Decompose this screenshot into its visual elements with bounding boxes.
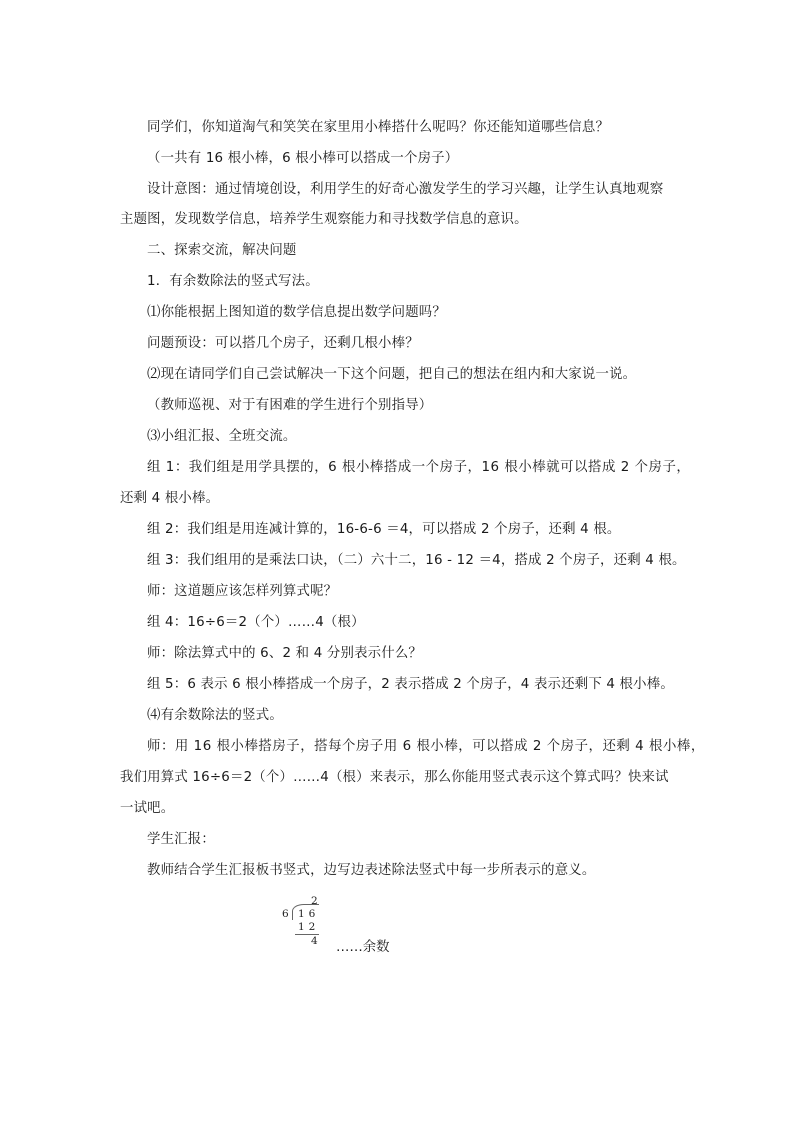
division-quotient: 2 [311, 895, 318, 907]
remainder-label: ……余数 [336, 940, 390, 955]
paragraph-teacher-guidance: （教师巡视、对于有困难的学生进行个别指导） [147, 398, 433, 413]
paragraph-preset-question: 问题预设：可以搭几个房子，还剩几根小棒？ [147, 336, 419, 351]
division-dividend: 16 [298, 908, 320, 920]
paragraph-try-solving: ⑵现在请同学们自己尝试解决一下这个问题，把自己的想法在组内和大家说一说。 [147, 367, 637, 382]
paragraph-prompt-question: ⑴你能根据上图知道的数学信息提出数学问题吗？ [147, 305, 446, 320]
section-heading-explore: 二、探索交流，解决问题 [147, 243, 297, 258]
division-remainder: 4 [311, 935, 318, 947]
paragraph-board-writing: 教师结合学生汇报板书竖式，边写边表述除法竖式中每一步所表示的意义。 [147, 863, 596, 878]
paragraph-teacher-equation-question: 师：这道题应该怎样列算式呢？ [147, 584, 338, 599]
paragraph-design-intent-line-2: 主题图，发现数学信息，培养学生观察能力和寻找数学信息的意识。 [120, 212, 528, 227]
paragraph-info-answer: （一共有 16 根小棒，6 根小棒可以搭成一个房子） [147, 151, 459, 166]
paragraph-teacher-summary-line-1: 师：用 16 根小棒搭房子，搭每个房子用 6 根小棒，可以搭成 2 个房子，还剩 4 根小棒， [147, 739, 705, 754]
division-divisor: 6 [282, 908, 289, 920]
paragraph-teacher-meaning-question: 师：除法算式中的 6、2 和 4 分别表示什么？ [147, 646, 423, 661]
division-product: 12 [298, 921, 320, 933]
paragraph-group-report: ⑶小组汇报、全班交流。 [147, 429, 297, 444]
subheading-vertical-division: 1．有余数除法的竖式写法。 [147, 274, 319, 289]
paragraph-group-4-equation: 组 4：16÷6＝2（个）……4（根） [147, 615, 365, 630]
paragraph-group-1-line-1: 组 1：我们组是用学具摆的，6 根小棒搭成一个房子，16 根小棒就可以搭成 2 个房子， [147, 460, 691, 475]
paragraph-teacher-summary-line-2: 我们用算式 16÷6＝2（个）……4（根）来表示，那么你能用竖式表示这个算式吗？快来试 [120, 770, 669, 785]
paragraph-group-2: 组 2：我们组是用连减计算的，16-6-6 ＝4，可以搭成 2 个房子，还剩 4 根。 [147, 522, 621, 537]
paragraph-group-1-line-2: 还剩 4 根小棒。 [120, 491, 220, 506]
paragraph-group-3: 组 3：我们组用的是乘法口诀，（二）六十二，16 - 12 ＝4，搭成 2 个房子，还剩 4 根。 [147, 553, 686, 568]
paragraph-group-5: 组 5：6 表示 6 根小棒搭成一个房子，2 表示搭成 2 个房子，4 表示还剩下 4 根小棒。 [147, 677, 674, 692]
paragraph-teacher-summary-line-3: 一试吧。 [120, 801, 175, 816]
paragraph-design-intent-line-1: 设计意图：通过情境创设，利用学生的好奇心激发学生的学习兴趣，让学生认真地观察 [147, 182, 664, 197]
subheading-division-vertical-form: ⑷有余数除法的竖式。 [147, 708, 283, 723]
paragraph-student-report: 学生汇报： [147, 832, 215, 847]
paragraph-question-intro: 同学们，你知道淘气和笑笑在家里用小棒搭什么呢吗？你还能知道哪些信息？ [147, 120, 610, 135]
